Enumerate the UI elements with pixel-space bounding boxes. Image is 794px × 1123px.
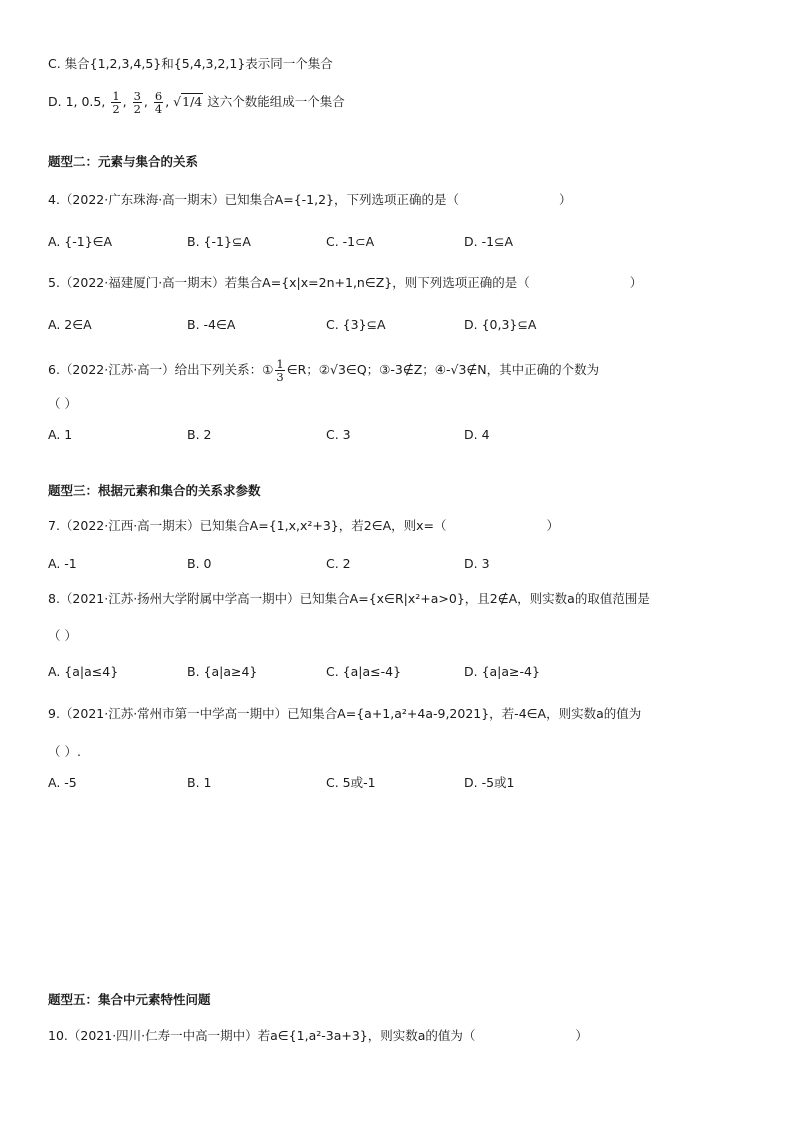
- question-8-stem: 8.（2021·江苏·扬州大学附属中学高一期中）已知集合A={x∈R|x²+a>0}，且2∉A，则实数a的取值范围是: [48, 591, 650, 606]
- q8-option-b: B. {a|a≥4}: [187, 664, 258, 679]
- section-3-title: 题型三：根据元素和集合的关系求参数: [48, 483, 261, 498]
- q4-option-c: C. -1⊂A: [326, 234, 375, 249]
- q8-option-a: A. {a|a≤4}: [48, 664, 119, 679]
- question-4-stem: 4.（2022·广东珠海·高一期末）已知集合A={-1,2}，下列选项正确的是（ ）: [48, 192, 572, 207]
- section-5-title: 题型五：集合中元素特性问题: [48, 992, 211, 1007]
- q8-option-c: C. {a|a≤-4}: [326, 664, 402, 679]
- section-2-title: 题型二：元素与集合的关系: [48, 154, 199, 169]
- question-9-paren: （ ）.: [48, 744, 81, 759]
- question-6-stem: 6.（2022·江苏·高一）给出下列关系：① $\frac{1}{3}$ ∈R；②√3∈Q；③-3∉Z；④-√3∉N，其中正确的个数为: [48, 357, 600, 384]
- q5-option-d: D. {0,3}⊆A: [464, 317, 537, 332]
- fraction-3-2: $\frac{3}{2}$: [133, 89, 141, 116]
- question-6-paren: （ ）: [48, 396, 77, 411]
- q4-option-a: A. {-1}∈A: [48, 234, 113, 249]
- question-6-options: [48, 427, 748, 445]
- q8-option-d: D. {a|a≥-4}: [464, 664, 540, 679]
- option-c-text: C. 集合{1,2,3,4,5}和{5,4,3,2,1}表示同一个集合: [48, 56, 333, 71]
- q5-option-b: B. -4∈A: [187, 317, 236, 332]
- q4-option-d: D. -1⊆A: [464, 234, 514, 249]
- question-7-stem: 7.（2022·江西·高一期末）已知集合A={1,x,x²+3}，若2∈A，则x=（ ）: [48, 518, 560, 533]
- option-d-line: D. 1, 0.5, $\frac{1}{2}$ , $\frac{3}{2}$ , $\frac{6}{4}$ , √1/4 这六个数能组成一个集合: [48, 89, 345, 116]
- q6-option-c: C. 3: [326, 427, 351, 442]
- q9-option-a: A. -5: [48, 775, 77, 790]
- question-5-options: [48, 317, 748, 335]
- q7-option-b: B. 0: [187, 556, 212, 571]
- fraction-6-4: $\frac{6}{4}$: [154, 89, 163, 116]
- q9-option-d: D. -5或1: [464, 775, 515, 790]
- q6-option-b: B. 2: [187, 427, 212, 442]
- q6-option-d: D. 4: [464, 427, 490, 442]
- question-9-options: [48, 775, 748, 793]
- option-d-suffix: 这六个数能组成一个集合: [207, 94, 345, 109]
- q9-option-b: B. 1: [187, 775, 212, 790]
- question-4-options: [48, 234, 748, 252]
- q6-option-a: A. 1: [48, 427, 73, 442]
- q9-option-c: C. 5或-1: [326, 775, 376, 790]
- q7-option-c: C. 2: [326, 556, 351, 571]
- question-7-options: [48, 556, 748, 574]
- question-8-paren: （ ）: [48, 628, 77, 643]
- sqrt-quarter: √1/4: [173, 94, 203, 109]
- q4-option-b: B. {-1}⊆A: [187, 234, 251, 249]
- fraction-1-2: $\frac{1}{2}$: [112, 89, 120, 116]
- q7-option-d: D. 3: [464, 556, 490, 571]
- question-10-stem: 10.（2021·四川·仁寿一中高一期中）若a∈{1,a²-3a+3}，则实数a的值为（ ）: [48, 1028, 588, 1043]
- question-9-stem: 9.（2021·江苏·常州市第一中学高一期中）已知集合A={a+1,a²+4a-9,2021}，若-4∈A，则实数a的值为: [48, 706, 642, 721]
- q5-option-a: A. 2∈A: [48, 317, 92, 332]
- fraction-1-3: $\frac{1}{3}$: [276, 357, 284, 384]
- question-8-options: [48, 664, 748, 682]
- q5-option-c: C. {3}⊆A: [326, 317, 386, 332]
- q7-option-a: A. -1: [48, 556, 77, 571]
- option-d-prefix: D. 1, 0.5,: [48, 94, 106, 109]
- question-5-stem: 5.（2022·福建厦门·高一期末）若集合A={x|x=2n+1,n∈Z}，则下列选项正确的是（ ）: [48, 275, 643, 290]
